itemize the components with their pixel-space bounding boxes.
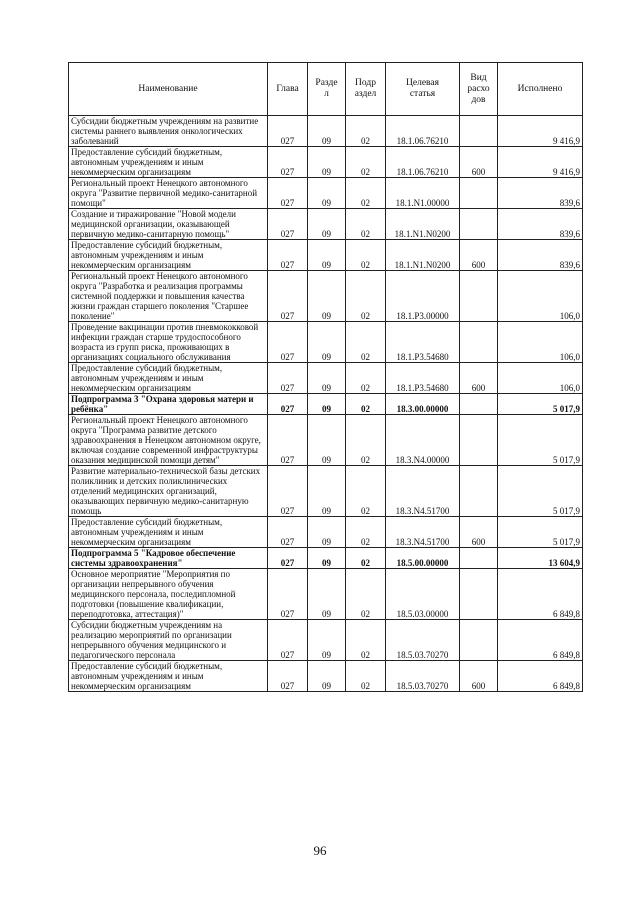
table-row [69,394,583,415]
cell-subsection: 02 [346,569,386,620]
cell-expense-type [460,415,498,466]
cell-subsection: 02 [346,322,386,363]
cell-chapter: 027 [268,517,308,548]
cell-chapter: 027 [268,415,308,466]
cell-expense-type: 600 [460,517,498,548]
cell-name: Региональный проект Ненецкого автономного округа "Программа развитие детского здравоохранения в Ненецком автономном округе, включая создание современной инфраструктуры оказания медицинской помощи детям" [69,415,268,466]
cell-target: 18.1.N1.N0200 [386,240,460,271]
cell-chapter: 027 [268,620,308,661]
cell-target: 18.3.N4.00000 [386,415,460,466]
table-row [69,661,583,692]
cell-expense-type [460,271,498,322]
cell-subsection: 02 [346,548,386,569]
cell-target: 18.3.00.00000 [386,394,460,415]
cell-subsection: 02 [346,363,386,394]
table-row [69,466,583,517]
table-row [69,116,583,147]
cell-subsection: 02 [346,620,386,661]
cell-name: Региональный проект Ненецкого автономного округа "Развитие первичной медико-санитарной помощи" [69,178,268,209]
table-row [69,548,583,569]
cell-executed: 13 604,9 [498,548,583,569]
cell-section: 09 [308,517,346,548]
cell-expense-type: 600 [460,661,498,692]
table-row [69,363,583,394]
header-target: Целевая статья [386,63,460,116]
cell-section: 09 [308,363,346,394]
cell-chapter: 027 [268,209,308,240]
table-row [69,415,583,466]
cell-executed: 839,6 [498,209,583,240]
cell-executed: 9 416,9 [498,147,583,178]
header-subsection: Подр аздел [346,63,386,116]
cell-expense-type [460,394,498,415]
cell-name: Подпрограмма 3 "Охрана здоровья матери и ребёнка" [69,394,268,415]
cell-target: 18.5.03.00000 [386,569,460,620]
cell-name: Проведение вакцинации против пневмококковой инфекции граждан старше трудоспособного возраста из групп риска, проживающих в организациях социального обслуживания [69,322,268,363]
cell-expense-type [460,548,498,569]
cell-executed: 9 416,9 [498,116,583,147]
cell-expense-type [460,569,498,620]
cell-name: Региональный проект Ненецкого автономного округа "Разработка и реализация программы системной поддержки и повышения качества жизни граждан старшего поколения "Старшее поколение" [69,271,268,322]
cell-chapter: 027 [268,569,308,620]
cell-chapter: 027 [268,661,308,692]
cell-name: Основное мероприятие "Мероприятия по организации непрерывного обучения медицинского персонала, последипломной подготовки (повышение квалификации, переподготовка, аттестация)" [69,569,268,620]
cell-subsection: 02 [346,271,386,322]
cell-expense-type: 600 [460,240,498,271]
cell-target: 18.1.06.76210 [386,116,460,147]
table-row [69,517,583,548]
cell-expense-type [460,178,498,209]
cell-name: Предоставление субсидий бюджетным, автономным учреждениям и иным некоммерческим организациям [69,363,268,394]
cell-chapter: 027 [268,178,308,209]
table-row [69,240,583,271]
cell-executed: 839,6 [498,178,583,209]
cell-section: 09 [308,394,346,415]
cell-executed: 6 849,8 [498,620,583,661]
cell-subsection: 02 [346,415,386,466]
cell-name: Подпрограмма 5 "Кадровое обеспечение системы здравоохранения" [69,548,268,569]
cell-chapter: 027 [268,363,308,394]
cell-target: 18.1.P3.00000 [386,271,460,322]
cell-subsection: 02 [346,661,386,692]
cell-name: Развитие материально-технической базы детских поликлиник и детских поликлинических отделений медицинских организаций, оказывающих первичную медико-санитарную помощь [69,466,268,517]
cell-name: Субсидии бюджетным учреждениям на реализацию мероприятий по организации непрерывного обучения медицинского и педагогического персонала [69,620,268,661]
cell-section: 09 [308,322,346,363]
cell-target: 18.1.P3.54680 [386,322,460,363]
cell-name: Субсидии бюджетным учреждениям на развитие системы раннего выявления онкологических заболеваний [69,116,268,147]
table-row [69,569,583,620]
table-body [69,116,583,692]
cell-subsection: 02 [346,116,386,147]
cell-section: 09 [308,271,346,322]
cell-target: 18.3.N4.51700 [386,517,460,548]
cell-target: 18.1.06.76210 [386,147,460,178]
table-row [69,178,583,209]
cell-section: 09 [308,569,346,620]
cell-executed: 5 017,9 [498,415,583,466]
cell-name: Предоставление субсидий бюджетным, автономным учреждениям и иным некоммерческим организациям [69,517,268,548]
cell-executed: 6 849,8 [498,661,583,692]
table-header-row [69,63,583,116]
cell-section: 09 [308,240,346,271]
cell-target: 18.1.P3.54680 [386,363,460,394]
cell-target: 18.5.00.00000 [386,548,460,569]
cell-section: 09 [308,620,346,661]
cell-subsection: 02 [346,209,386,240]
cell-subsection: 02 [346,147,386,178]
cell-target: 18.5.03.70270 [386,661,460,692]
header-section: Разде л [308,63,346,116]
cell-chapter: 027 [268,240,308,271]
cell-section: 09 [308,661,346,692]
cell-subsection: 02 [346,466,386,517]
cell-name: Предоставление субсидий бюджетным, автономным учреждениям и иным некоммерческим организациям [69,661,268,692]
cell-section: 09 [308,147,346,178]
cell-target: 18.5.03.70270 [386,620,460,661]
cell-expense-type [460,620,498,661]
cell-section: 09 [308,548,346,569]
cell-subsection: 02 [346,240,386,271]
header-expense-type: Вид расхо дов [460,63,498,116]
cell-name: Предоставление субсидий бюджетным, автономным учреждениям и иным некоммерческим организациям [69,240,268,271]
cell-expense-type [460,209,498,240]
cell-target: 18.3.N4.51700 [386,466,460,517]
cell-executed: 5 017,9 [498,517,583,548]
table-row [69,147,583,178]
cell-chapter: 027 [268,271,308,322]
cell-target: 18.1.N1.00000 [386,178,460,209]
cell-expense-type [460,322,498,363]
cell-expense-type [460,466,498,517]
cell-name: Предоставление субсидий бюджетным, автономным учреждениям и иным некоммерческим организациям [69,147,268,178]
cell-executed: 106,0 [498,271,583,322]
cell-subsection: 02 [346,178,386,209]
cell-executed: 6 849,8 [498,569,583,620]
cell-target: 18.1.N1.N0200 [386,209,460,240]
header-executed: Исполнено [498,63,583,116]
table-row [69,209,583,240]
cell-chapter: 027 [268,466,308,517]
table-row [69,271,583,322]
cell-expense-type: 600 [460,363,498,394]
cell-executed: 5 017,9 [498,466,583,517]
budget-table [68,62,583,692]
budget-table-container [68,62,582,692]
header-chapter: Глава [268,63,308,116]
header-name: Наименование [69,63,268,116]
cell-section: 09 [308,116,346,147]
cell-executed: 106,0 [498,363,583,394]
cell-subsection: 02 [346,394,386,415]
cell-executed: 5 017,9 [498,394,583,415]
table-row [69,620,583,661]
cell-executed: 106,0 [498,322,583,363]
cell-chapter: 027 [268,322,308,363]
cell-section: 09 [308,415,346,466]
cell-section: 09 [308,178,346,209]
cell-section: 09 [308,209,346,240]
cell-expense-type: 600 [460,147,498,178]
page-number: 96 [313,843,327,858]
cell-section: 09 [308,466,346,517]
cell-chapter: 027 [268,548,308,569]
table-row [69,322,583,363]
cell-expense-type [460,116,498,147]
cell-subsection: 02 [346,517,386,548]
cell-name: Создание и тиражирование "Новой модели медицинской организации, оказывающей первичную медико-санитарную помощь" [69,209,268,240]
cell-chapter: 027 [268,394,308,415]
cell-executed: 839,6 [498,240,583,271]
cell-chapter: 027 [268,147,308,178]
cell-chapter: 027 [268,116,308,147]
